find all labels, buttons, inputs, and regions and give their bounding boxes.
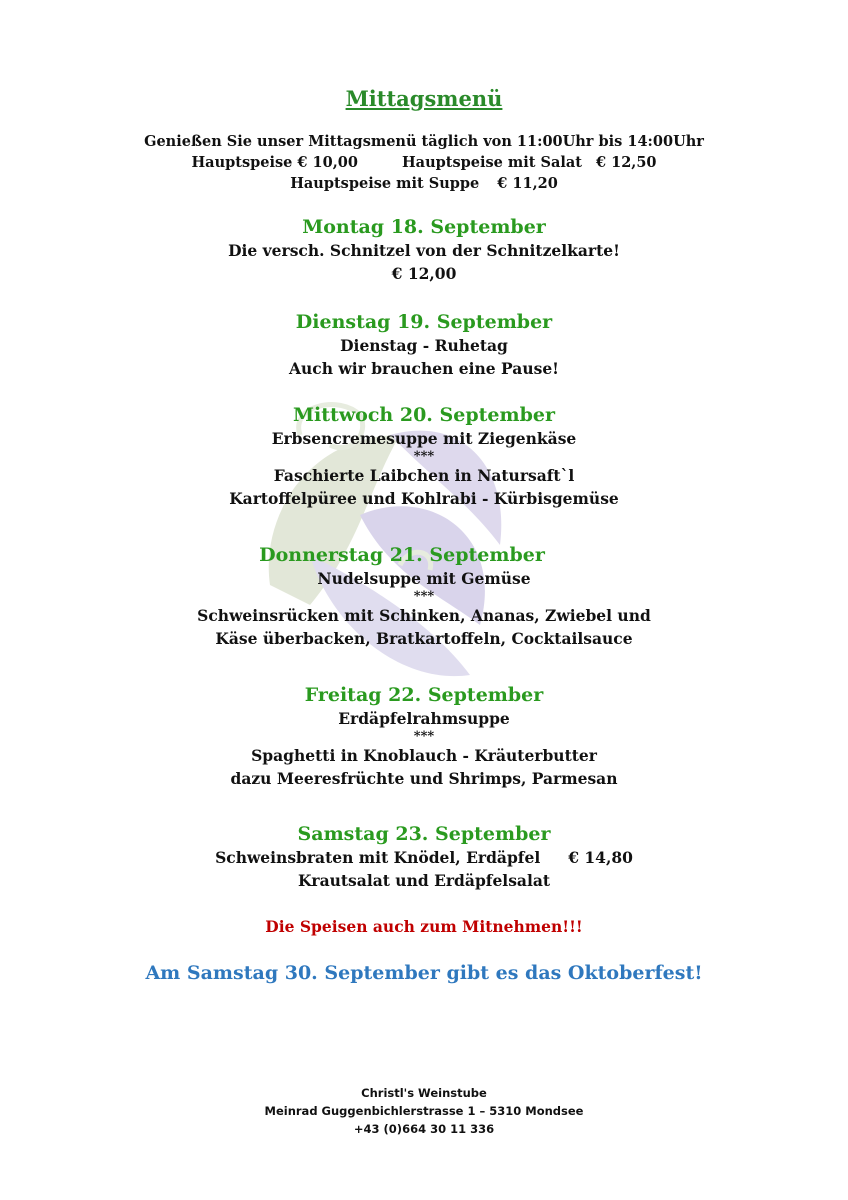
footer-address: Meinrad Guggenbichlerstrasse 1 – 5310 Mondsee xyxy=(264,1104,584,1118)
footer-phone: +43 (0)664 30 11 336 xyxy=(353,1122,495,1136)
day-heading: Samstag 23. September xyxy=(297,823,551,845)
intro-soup-row xyxy=(0,173,848,194)
intro-block xyxy=(0,131,848,194)
dish-price: € 14,80 xyxy=(568,848,633,867)
day-saturday xyxy=(0,822,848,892)
dish-side: Krautsalat und Erdäpfelsalat xyxy=(297,871,551,890)
dish-main-with-price xyxy=(0,846,848,869)
intro-opening-hours: Genießen Sie unser Mittagsmenü täglich von 11:00Uhr bis 14:00Uhr xyxy=(144,133,704,150)
event-note: Am Samstag 30. September gibt es das Oktoberfest! xyxy=(145,962,703,984)
dish-price: € 12,00 xyxy=(391,264,457,283)
dish-main: dazu Meeresfrüchte und Shrimps, Parmesan xyxy=(230,769,618,788)
day-friday xyxy=(0,683,848,790)
dish-starter: Erbsencremesuppe mit Ziegenkäse xyxy=(271,429,577,448)
day-thursday xyxy=(0,543,848,650)
intro-prices-row xyxy=(0,152,848,173)
dish-starter: Erdäpfelrahmsuppe xyxy=(338,709,510,728)
dish-starter: Nudelsuppe mit Gemüse xyxy=(317,569,531,588)
day-heading: Montag 18. September xyxy=(302,216,546,238)
dish-main: Kartoffelpüree und Kohlrabi - Kürbisgemüse xyxy=(229,489,619,508)
day-tuesday xyxy=(0,310,848,380)
footer-name: Christl's Weinstube xyxy=(361,1086,487,1100)
course-separator: *** xyxy=(413,449,435,464)
dish-main: Schweinsbraten mit Knödel, Erdäpfel xyxy=(215,848,541,867)
course-separator: *** xyxy=(413,729,435,744)
dish-main: Schweinsrücken mit Schinken, Ananas, Zwiebel und xyxy=(197,606,651,625)
footer xyxy=(0,1084,848,1138)
day-heading: Dienstag 19. September xyxy=(295,311,553,333)
dish-line: Die versch. Schnitzel von der Schnitzelkarte! xyxy=(228,241,620,260)
dish-main: Faschierte Laibchen in Natursaft`l xyxy=(273,466,575,485)
price-salad-label: Hauptspeise mit Salat xyxy=(401,154,582,171)
price-main: Hauptspeise € 10,00 xyxy=(191,154,358,171)
course-separator: *** xyxy=(413,589,435,604)
day-heading: Mittwoch 20. September xyxy=(293,404,555,426)
day-heading: Freitag 22. September xyxy=(304,684,544,706)
dish-line: Auch wir brauchen eine Pause! xyxy=(289,359,559,378)
price-soup: € 11,20 xyxy=(497,175,558,192)
day-heading: Donnerstag 21. September xyxy=(259,544,545,566)
dish-line: Dienstag - Ruhetag xyxy=(340,336,508,355)
price-soup-label: Hauptspeise mit Suppe xyxy=(290,175,480,192)
dish-main: Käse überbacken, Bratkartoffeln, Cocktailsauce xyxy=(215,629,633,648)
day-wednesday xyxy=(0,403,848,510)
day-monday xyxy=(0,215,848,285)
dish-main: Spaghetti in Knoblauch - Kräuterbutter xyxy=(251,746,597,765)
page-title: Mittagsmenü xyxy=(345,86,503,111)
takeaway-note: Die Speisen auch zum Mitnehmen!!! xyxy=(265,917,583,936)
price-salad: € 12,50 xyxy=(595,154,657,171)
